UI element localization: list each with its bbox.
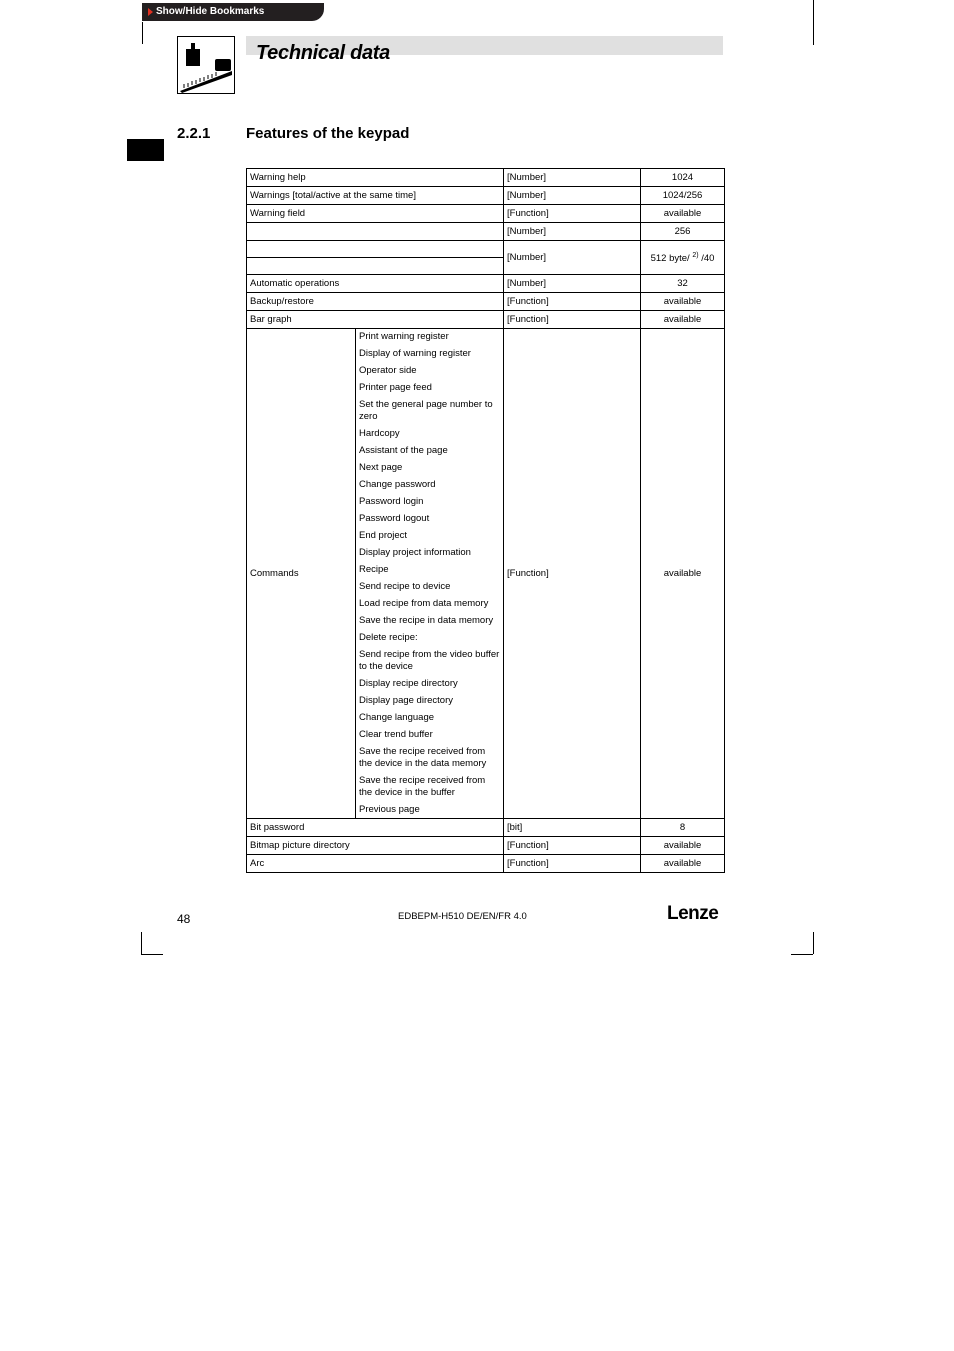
crop-mark [791, 954, 813, 955]
command-item: Password logout [359, 513, 430, 524]
document-id: EDBEPM-H510 DE/EN/FR 4.0 [398, 911, 527, 922]
value-cell: 256 [641, 223, 725, 241]
table-row-commands [247, 329, 725, 819]
table-row [247, 311, 725, 329]
command-item: Assistant of the page [359, 445, 448, 456]
feature-cell: Warnings [total/active at the same time] [247, 187, 504, 205]
table-row [247, 293, 725, 311]
feature-cell: Bit password [247, 819, 504, 837]
feature-cell: Automatic operations [247, 275, 504, 293]
command-item: Display page directory [359, 695, 453, 706]
table-row [247, 223, 725, 241]
command-item: Password login [359, 496, 424, 507]
lenze-logo: Lenze [667, 903, 719, 924]
table-row [247, 205, 725, 223]
value-cell: available [641, 329, 725, 819]
value-cell [641, 241, 725, 275]
triangle-right-icon [148, 8, 153, 16]
command-item: Load recipe from data memory [359, 598, 489, 609]
unit-cell: [Function] [504, 329, 641, 819]
command-item: Change language [359, 712, 435, 723]
commands-list-cell [356, 329, 504, 819]
feature-cell [247, 241, 504, 275]
command-item: Save the recipe received from the device in the data memory [359, 746, 487, 769]
section-number: 2.2.1 [177, 125, 211, 142]
crop-mark [813, 0, 814, 45]
table-row [247, 837, 725, 855]
value-cell: available [641, 205, 725, 223]
crop-mark [142, 22, 143, 44]
value-cell: available [641, 855, 725, 873]
value-text: /40 [701, 253, 715, 265]
footnote-ref: 2) [692, 251, 699, 259]
page-title: Technical data [256, 42, 390, 64]
feature-cell: Backup/restore [247, 293, 504, 311]
feature-cell: Warning help [247, 169, 504, 187]
feature-cell: Arc [247, 855, 504, 873]
unit-cell: [Number] [504, 275, 641, 293]
command-item: Printer page feed [359, 382, 432, 393]
page-number: 48 [177, 912, 191, 926]
feature-subcell [247, 257, 503, 274]
bookmarks-label: Show/Hide Bookmarks [156, 6, 265, 17]
value-cell: available [641, 293, 725, 311]
command-item: Save the recipe in data memory [359, 615, 494, 626]
command-item: Display of warning register [359, 348, 471, 359]
chapter-marker [127, 139, 164, 161]
value-cell: available [641, 311, 725, 329]
command-item: Display project information [359, 547, 471, 558]
unit-cell: [bit] [504, 819, 641, 837]
table-row [247, 819, 725, 837]
commands-list [359, 331, 500, 816]
unit-cell: [Number] [504, 169, 641, 187]
feature-cell: Bitmap picture directory [247, 837, 504, 855]
command-item: Recipe [359, 564, 389, 575]
command-item: Delete recipe: [359, 632, 418, 643]
command-item: End project [359, 530, 408, 541]
command-item: Print warning register [359, 331, 449, 342]
command-item: Previous page [359, 804, 420, 815]
crop-mark [141, 932, 142, 954]
crop-mark [813, 932, 814, 954]
feature-cell: Bar graph [247, 311, 504, 329]
unit-cell: [Function] [504, 205, 641, 223]
table-row [247, 241, 725, 275]
command-item: Hardcopy [359, 428, 400, 439]
table-row [247, 855, 725, 873]
technical-data-icon [177, 36, 235, 94]
unit-cell: [Number] [504, 241, 641, 275]
command-item: Clear trend buffer [359, 729, 433, 740]
feature-subcell [247, 241, 503, 257]
feature-cell [247, 223, 504, 241]
unit-cell: [Function] [504, 311, 641, 329]
unit-cell: [Function] [504, 855, 641, 873]
command-item: Change password [359, 479, 436, 490]
unit-cell: [Number] [504, 223, 641, 241]
crop-mark [141, 954, 163, 955]
command-item: Send recipe to device [359, 581, 451, 592]
value-cell: 8 [641, 819, 725, 837]
unit-cell: [Number] [504, 187, 641, 205]
value-cell: 1024 [641, 169, 725, 187]
value-cell: 32 [641, 275, 725, 293]
unit-cell: [Function] [504, 837, 641, 855]
command-item: Display recipe directory [359, 678, 458, 689]
unit-cell: [Function] [504, 293, 641, 311]
table-row [247, 187, 725, 205]
value-text: 512 byte/ [650, 253, 690, 265]
feature-cell: Warning field [247, 205, 504, 223]
value-cell: available [641, 837, 725, 855]
section-title: Features of the keypad [246, 125, 410, 142]
features-table [246, 168, 725, 873]
value-cell: 1024/256 [641, 187, 725, 205]
command-item: Set the general page number to zero [359, 399, 493, 422]
command-item: Send recipe from the video buffer to the device [359, 649, 500, 672]
table-row [247, 275, 725, 293]
table-row [247, 169, 725, 187]
commands-label: Commands [247, 329, 356, 819]
command-item: Next page [359, 462, 403, 473]
command-item: Save the recipe received from the device in the buffer [359, 775, 486, 798]
show-hide-bookmarks-button[interactable] [142, 3, 324, 21]
command-item: Operator side [359, 365, 417, 376]
